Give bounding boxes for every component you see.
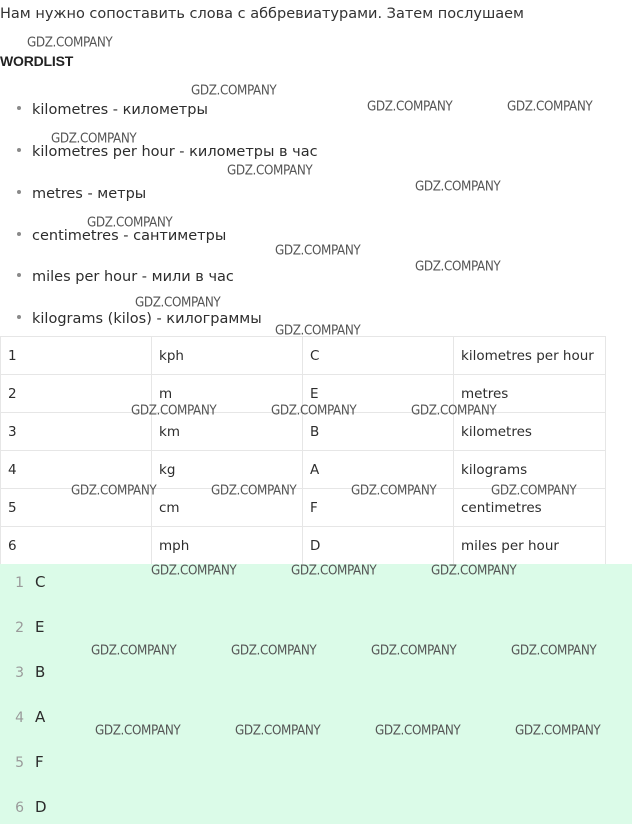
- table-row: [1, 451, 606, 489]
- wordlist-item: [17, 186, 146, 202]
- answer-letter: F: [35, 753, 44, 771]
- watermark: GDZ.COMPANY: [91, 642, 177, 658]
- watermark: GDZ.COMPANY: [235, 722, 321, 738]
- letter-cell: E: [303, 375, 454, 413]
- watermark: GDZ.COMPANY: [515, 722, 601, 738]
- wordlist-item: [17, 311, 262, 327]
- abbreviation-cell: m: [152, 375, 303, 413]
- row-number: 4: [1, 451, 152, 489]
- watermark: GDZ.COMPANY: [511, 642, 597, 658]
- meaning-cell: kilometres: [454, 413, 606, 451]
- answer-row: [0, 657, 45, 687]
- abbreviation-cell: kph: [152, 337, 303, 375]
- answer-letter: C: [35, 573, 46, 591]
- answer-letter: E: [35, 618, 45, 636]
- bullet-icon: [17, 106, 21, 110]
- answer-letter: B: [35, 663, 46, 681]
- answer-panel: [0, 564, 632, 824]
- watermark: GDZ.COMPANY: [135, 294, 221, 310]
- abbreviation-cell: kg: [152, 451, 303, 489]
- intro-text: Нам нужно сопоставить слова с аббревиатурами. Затем послушаем: [0, 6, 524, 22]
- table-row: [1, 337, 606, 375]
- answer-row: [0, 747, 44, 777]
- watermark: GDZ.COMPANY: [151, 562, 237, 578]
- table-row: [1, 413, 606, 451]
- watermark: GDZ.COMPANY: [431, 562, 517, 578]
- wordlist-heading: WORDLIST: [0, 53, 74, 69]
- letter-cell: F: [303, 489, 454, 527]
- table-row: [1, 375, 606, 413]
- watermark: GDZ.COMPANY: [211, 482, 297, 498]
- watermark: GDZ.COMPANY: [27, 34, 113, 50]
- answer-number: 6: [15, 800, 24, 816]
- watermark: GDZ.COMPANY: [491, 482, 577, 498]
- watermark: GDZ.COMPANY: [507, 98, 593, 114]
- watermark: GDZ.COMPANY: [415, 258, 501, 274]
- answer-number: 3: [15, 665, 24, 681]
- bullet-icon: [17, 315, 21, 319]
- table-row: [1, 489, 606, 527]
- row-number: 6: [1, 527, 152, 565]
- abbreviation-cell: km: [152, 413, 303, 451]
- answer-row: [0, 702, 45, 732]
- meaning-cell: kilograms: [454, 451, 606, 489]
- meaning-cell: metres: [454, 375, 606, 413]
- meaning-cell: centimetres: [454, 489, 606, 527]
- bullet-icon: [17, 232, 21, 236]
- watermark: GDZ.COMPANY: [227, 162, 313, 178]
- table-row: [1, 527, 606, 565]
- row-number: 5: [1, 489, 152, 527]
- answer-row: [0, 612, 44, 642]
- letter-cell: B: [303, 413, 454, 451]
- wordlist-item-text: miles per hour - мили в час: [32, 269, 234, 285]
- watermark: GDZ.COMPANY: [271, 402, 357, 418]
- letter-cell: D: [303, 527, 454, 565]
- watermark: GDZ.COMPANY: [231, 642, 317, 658]
- watermark: GDZ.COMPANY: [71, 482, 157, 498]
- answer-number: 5: [15, 755, 24, 771]
- answer-letter: A: [35, 708, 46, 726]
- wordlist-item: [17, 102, 208, 118]
- meaning-cell: kilometres per hour: [454, 337, 606, 375]
- watermark: GDZ.COMPANY: [275, 242, 361, 258]
- wordlist-item-text: metres - метры: [32, 186, 147, 202]
- watermark: GDZ.COMPANY: [415, 178, 501, 194]
- watermark: GDZ.COMPANY: [367, 98, 453, 114]
- wordlist-item: [17, 269, 234, 285]
- row-number: 3: [1, 413, 152, 451]
- watermark: GDZ.COMPANY: [275, 322, 361, 338]
- row-number: 1: [1, 337, 152, 375]
- bullet-icon: [17, 190, 21, 194]
- answer-row: [0, 792, 47, 822]
- bullet-icon: [17, 273, 21, 277]
- wordlist-item-text: kilograms (kilos) - килограммы: [32, 311, 262, 327]
- answer-row: [0, 567, 45, 597]
- watermark: GDZ.COMPANY: [51, 130, 137, 146]
- watermark: GDZ.COMPANY: [351, 482, 437, 498]
- watermark: GDZ.COMPANY: [95, 722, 181, 738]
- wordlist-item: [17, 144, 318, 160]
- wordlist-item-text: kilometres - километры: [32, 102, 208, 118]
- watermark: GDZ.COMPANY: [131, 402, 217, 418]
- wordlist-item-text: centimetres - сантиметры: [32, 228, 227, 244]
- row-number: 2: [1, 375, 152, 413]
- answer-number: 1: [15, 575, 24, 591]
- bullet-icon: [17, 148, 21, 152]
- answer-letter: D: [35, 798, 47, 816]
- watermark: GDZ.COMPANY: [375, 722, 461, 738]
- watermark: GDZ.COMPANY: [87, 214, 173, 230]
- watermark: GDZ.COMPANY: [191, 82, 277, 98]
- abbreviation-cell: cm: [152, 489, 303, 527]
- letter-cell: C: [303, 337, 454, 375]
- meaning-cell: miles per hour: [454, 527, 606, 565]
- letter-cell: A: [303, 451, 454, 489]
- wordlist-item-text: kilometres per hour - километры в час: [32, 144, 318, 160]
- matching-table: [0, 336, 606, 565]
- watermark: GDZ.COMPANY: [291, 562, 377, 578]
- watermark: GDZ.COMPANY: [411, 402, 497, 418]
- abbreviation-cell: mph: [152, 527, 303, 565]
- wordlist-item: [17, 228, 226, 244]
- answer-number: 4: [15, 710, 24, 726]
- watermark: GDZ.COMPANY: [371, 642, 457, 658]
- answer-number: 2: [15, 620, 24, 636]
